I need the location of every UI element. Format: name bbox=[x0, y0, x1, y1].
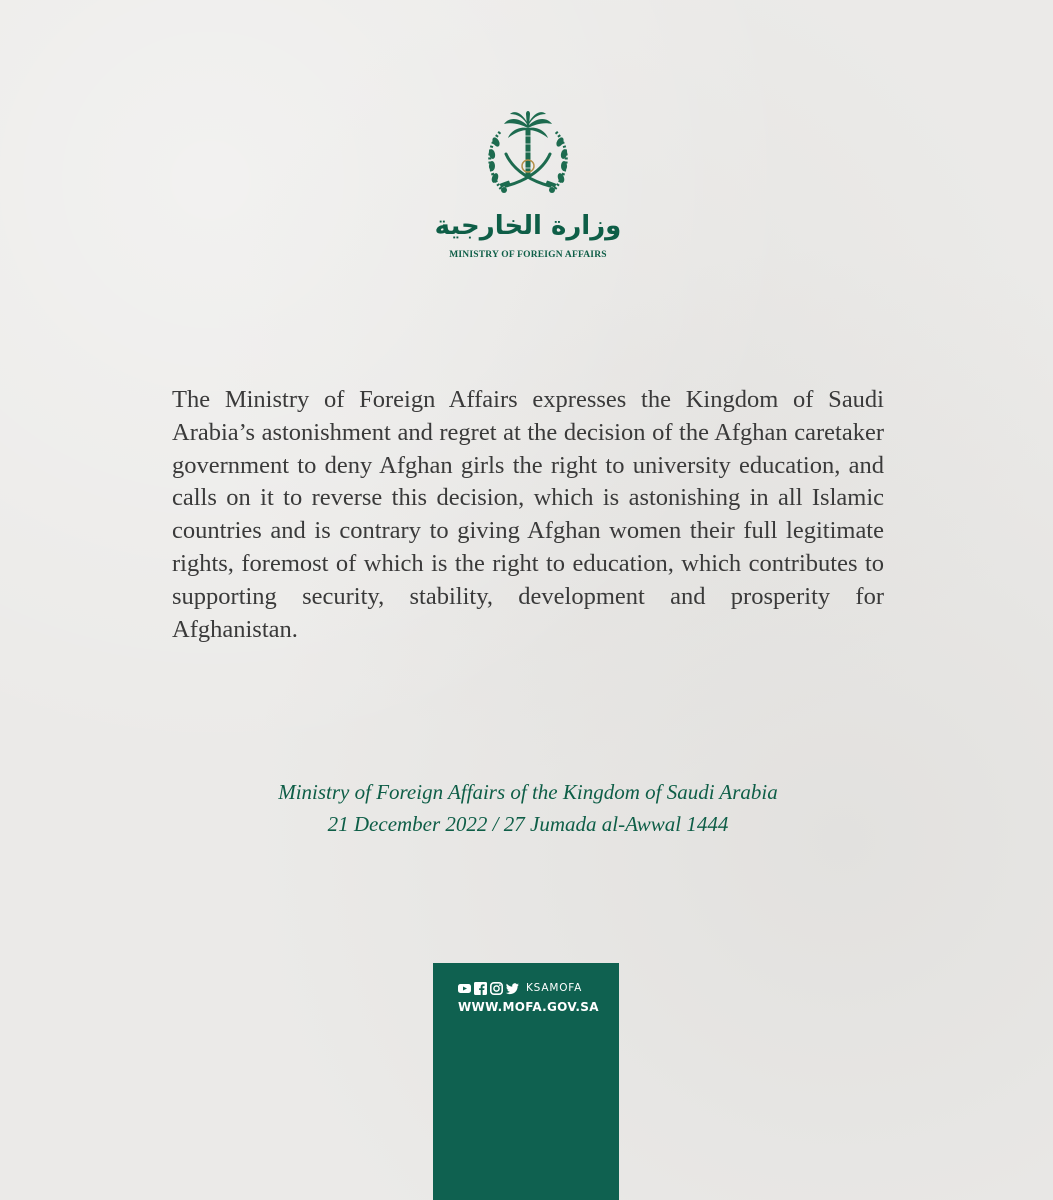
date-line: 21 December 2022 / 27 Jumada al-Awwal 1444 bbox=[327, 812, 729, 836]
saudi-palm-swords-emblem-icon bbox=[478, 108, 578, 203]
footer-panel bbox=[433, 963, 619, 1200]
issuer-line: Ministry of Foreign Affairs of the Kingdom of Saudi Arabia bbox=[278, 780, 778, 804]
ministry-logo bbox=[434, 108, 622, 268]
statement-text: The Ministry of Foreign Affairs expresses the Kingdom of Saudi Arabia’s astonishment and regret at the decision of the Afghan caretaker government to deny Afghan girls the right to university education, and calls on it to reverse this decision, which is astonishing in all Islamic countries and is contrary to giving Afghan women their full legitimate rights, foremost of which is the right to education, which contributes to supporting security, stability, development and prosperity for Afghanistan. bbox=[172, 386, 884, 643]
social-links bbox=[458, 980, 582, 996]
arabic-ministry-name-text: وزارة الخارجية bbox=[434, 211, 622, 241]
youtube-icon[interactable] bbox=[458, 982, 471, 995]
website-link[interactable]: WWW.MOFA.GOV.SA bbox=[458, 1000, 599, 1014]
english-ministry-name: MINISTRY OF FOREIGN AFFAIRS bbox=[449, 250, 607, 260]
arabic-ministry-name bbox=[434, 204, 622, 244]
facebook-icon[interactable] bbox=[474, 982, 487, 995]
signature-block bbox=[172, 776, 884, 840]
instagram-icon[interactable] bbox=[490, 982, 503, 995]
twitter-icon[interactable] bbox=[506, 982, 519, 995]
social-handle[interactable]: KSAMOFA bbox=[526, 982, 583, 994]
